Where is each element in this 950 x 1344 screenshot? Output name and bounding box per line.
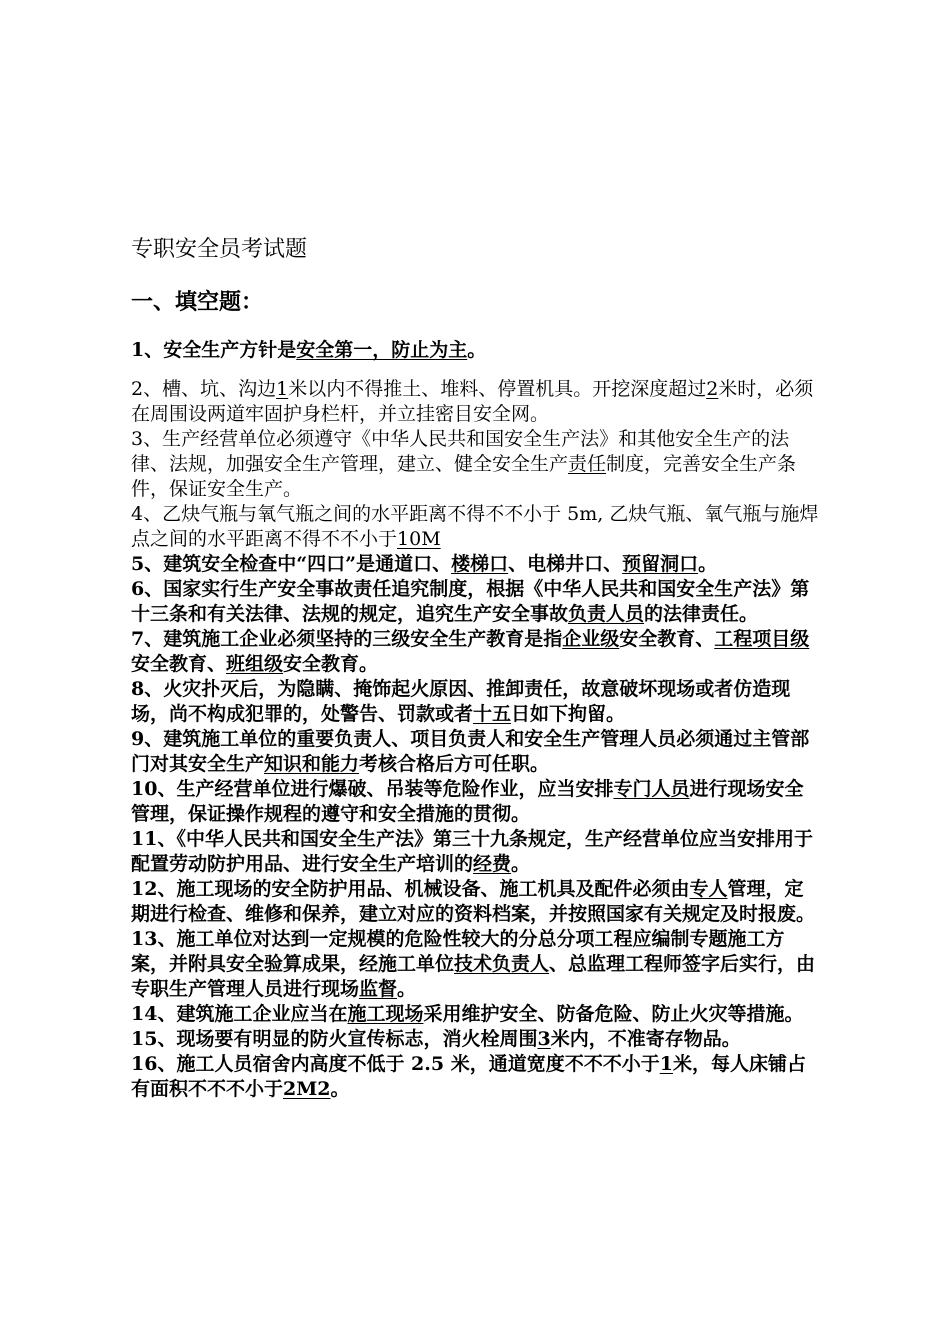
question-item [131,777,821,827]
answer-blank: 2 [706,378,719,400]
question-item [131,377,821,427]
question-text: 11、《中华人民共和国安全生产法》第三十九条规定，生产经营单位应当安排用于配置劳动防护用品、进行安全生产培训的 [131,828,813,875]
question-text: 4、乙炔气瓶与氧气瓶之间的水平距离不得不不小于 5m, 乙炔气瓶、氧气瓶与施焊点之间的水平距离不得不不小于 [131,503,819,550]
answer-blank: 班组级 [226,653,284,675]
question-text: 10、生产经营单位进行爆破、吊装等危险作业，应当安排 [131,778,614,800]
answer-blank: 专门人员 [613,778,690,800]
question-item [131,427,821,502]
question-text: 安全教育、 [619,628,715,650]
question-text: 米，每人床铺占有面积不不不小于 [131,1053,806,1100]
answer-blank: 10M [397,528,441,550]
question-text: 3、生产经营单位必须遵守《中华人民共和国安全生产法》和其他安全生产的法律、法规，加强安全生产管理，建立、健全安全生产 [131,428,790,475]
question-text: 。 [397,978,417,1000]
question-text: 1、安全生产方针是 [131,339,297,361]
question-text: 米时，必须在周围设两道牢固护身栏杆，并立挂密目安全网。 [131,378,814,425]
answer-blank: 楼梯口 [451,553,509,575]
question-text: 制度，完善安全生产条件，保证安全生产。 [131,453,797,500]
answer-blank: 企业级 [562,628,620,650]
question-item [131,577,821,627]
question-list [131,338,821,1102]
answer-blank: 专人 [689,878,728,900]
question-text: 6、国家实行生产安全事故责任追究制度，根据《中华人民共和国安全生产法》第十三条和有关法律、法规的规定，追究生产安全事故 [131,578,810,625]
question-item [131,727,821,777]
answer-blank: 经费 [473,853,512,875]
question-text: 5、建筑安全检查中“四口”是通道口、 [131,553,452,575]
question-text: 安全教育。 [283,653,379,675]
question-text: 7、建筑施工企业必须坚持的三级安全生产教育是指 [131,628,563,650]
question-text: 15、现场要有明显的防火宣传标志，消火栓周围 [131,1028,538,1050]
answer-blank: 工程项目级 [714,628,810,650]
question-text: 。 [330,1078,350,1100]
question-item [131,1027,821,1052]
answer-blank: 施工现场 [347,1003,424,1025]
question-text: 。 [467,339,487,361]
answer-blank: 知识和能力 [264,753,360,775]
question-text: 2、槽、坑、沟边 [131,378,277,400]
question-item [131,1052,821,1102]
question-text: 9、建筑施工单位的重要负责人、项目负责人和安全生产管理人员必须通过主管部门对其安全生产 [131,728,810,775]
answer-blank: 技术负责人 [454,953,550,975]
question-text: 管理，定期进行检查、维修和保养，建立对应的资料档案，并按照国家有关规定及时报废。 [131,878,816,925]
question-text: 。 [698,553,718,575]
question-text: 安全教育、 [131,653,227,675]
question-item [131,827,821,877]
question-text: 8、火灾扑灭后，为隐瞒、掩饰起火原因、推卸责任，故意破坏现场或者仿造现场，尚不构成犯罪的，处警告、罚款或者 [131,678,791,725]
question-text: 进行现场安全管理，保证操作规程的遵守和安全措施的贯彻。 [131,778,804,825]
question-text: 日如下拘留。 [511,703,626,725]
answer-blank: 2M2 [283,1078,331,1100]
question-item [131,677,821,727]
question-text: 的法律责任。 [644,603,759,625]
question-item [131,927,821,1002]
question-text: 13、施工单位对达到一定规模的危险性较大的分总分项工程应编制专题施工方案，并附具安全验算成果，经施工单位 [131,928,785,975]
question-text: 14、建筑施工企业应当在 [131,1003,348,1025]
answer-blank: 安全第一，防止为主 [296,339,468,361]
question-text: 、总监理工程师签字后实行，由专职生产管理人员进行现场 [131,953,816,1000]
section-heading: 一、填空题： [131,289,264,315]
question-text: 米以内不得推土、堆料、停置机具。开挖深度超过 [288,378,707,400]
question-text: 采用维护安全、防备危险、防止火灾等措施。 [423,1003,804,1025]
document-title: 专职安全员考试题 [131,237,308,262]
question-item [131,552,821,577]
answer-blank: 责任 [568,453,607,475]
question-item [131,877,821,927]
answer-blank: 预留洞口 [622,553,699,575]
question-text: 16、施工人员宿舍内高度不低于 2.5 米，通道宽度不不不小于 [131,1053,660,1075]
question-item [131,502,821,552]
question-text: 米内，不准寄存物品。 [550,1028,741,1050]
answer-blank: 3 [537,1028,551,1050]
question-item [131,338,821,363]
document-body [131,236,821,1102]
answer-blank: 负责人员 [568,603,645,625]
answer-blank: 1 [659,1053,673,1075]
answer-blank: 监督 [359,978,398,1000]
answer-blank: 十五 [473,703,512,725]
question-text: 考核合格后方可任职。 [359,753,550,775]
answer-blank: 1 [276,378,289,400]
question-item [131,1002,821,1027]
question-text: 12、施工现场的安全防护用品、机械设备、施工机具及配件必须由 [131,878,690,900]
question-text: 、电梯井口、 [508,553,623,575]
question-item [131,627,821,677]
question-text: 。 [511,853,531,875]
